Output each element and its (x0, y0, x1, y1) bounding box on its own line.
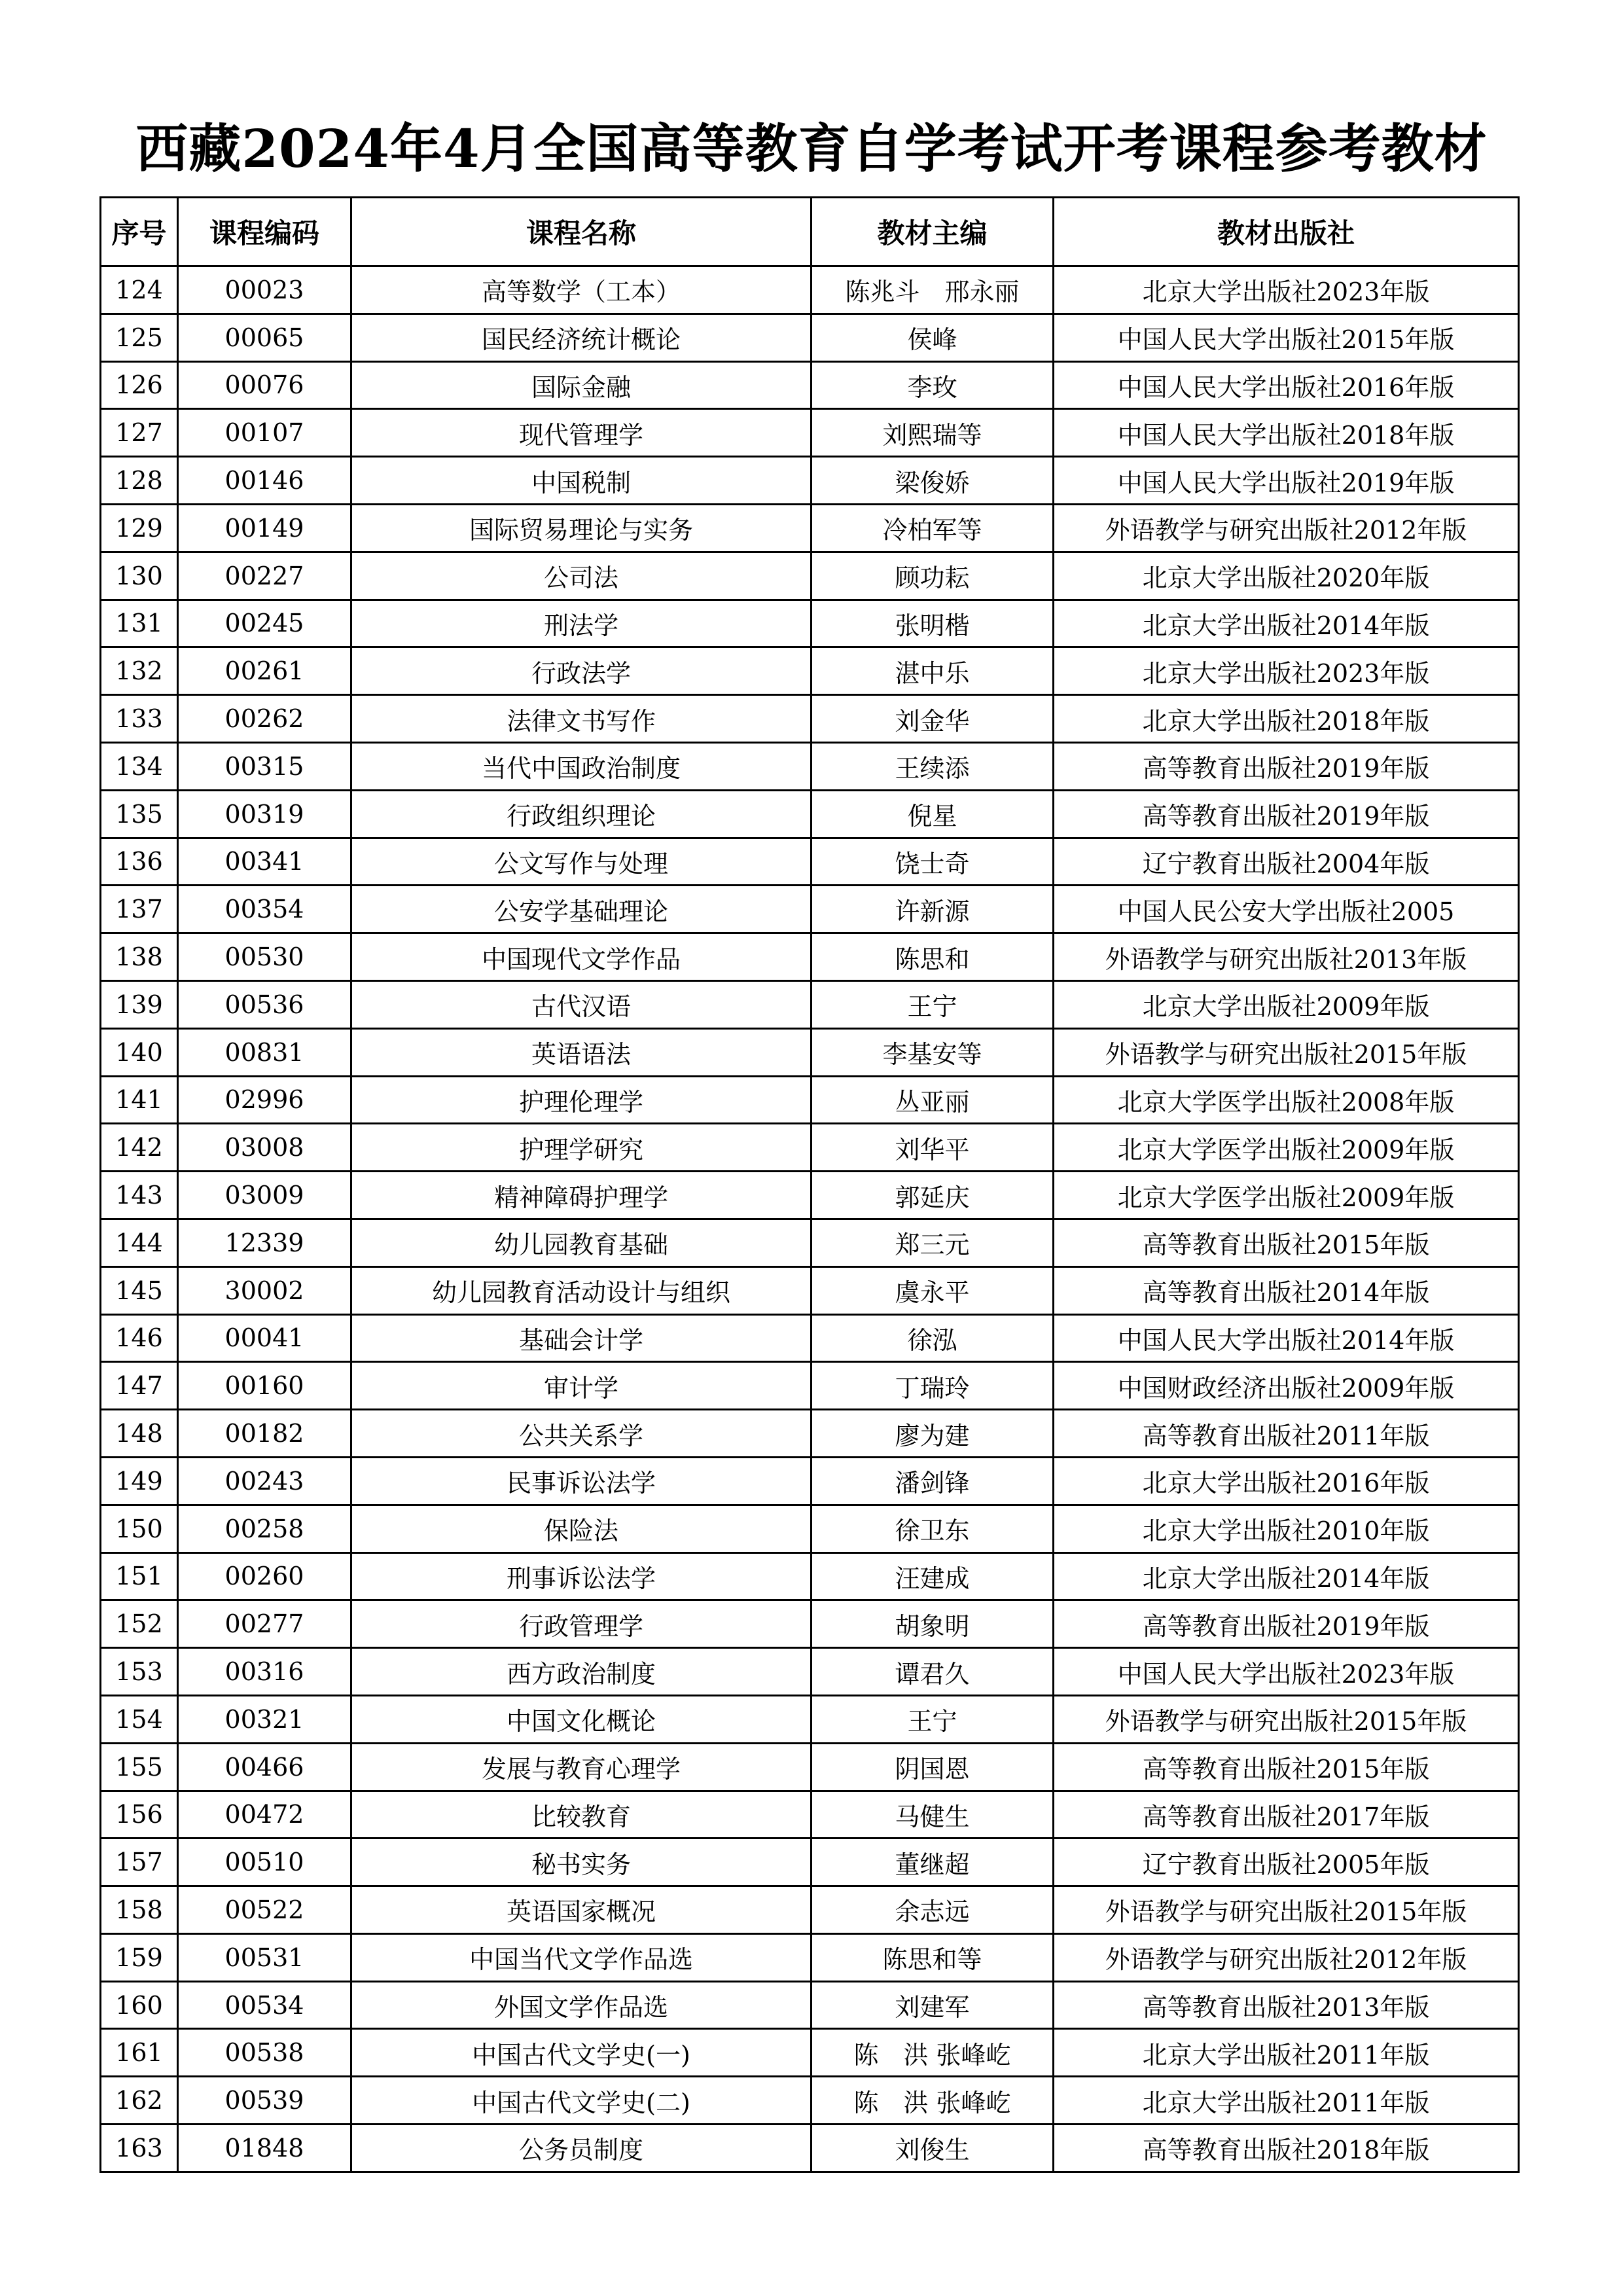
course-name-cell: 当代中国政治制度 (351, 742, 812, 790)
course-name-cell: 古代汉语 (351, 980, 812, 1028)
course-code-cell: 00260 (178, 1552, 351, 1600)
editor-cell: 丁瑞玲 (812, 1362, 1054, 1410)
table-row (101, 457, 1519, 505)
publisher-cell: 北京大学出版社2010年版 (1054, 1505, 1519, 1552)
editor-cell: 丛亚丽 (812, 1076, 1054, 1124)
course-code-cell: 00315 (178, 742, 351, 790)
course-code-cell: 00243 (178, 1457, 351, 1505)
course-code-cell: 00341 (178, 838, 351, 886)
editor-cell: 陈思和等 (812, 1933, 1054, 1981)
course-name-cell: 刑法学 (351, 600, 812, 647)
course-name-cell: 公共关系学 (351, 1410, 812, 1458)
serial-cell: 132 (101, 647, 178, 695)
course-code-cell: 03008 (178, 1124, 351, 1172)
serial-cell: 137 (101, 886, 178, 933)
table-body (101, 266, 1519, 2172)
publisher-cell: 高等教育出版社2014年版 (1054, 1266, 1519, 1314)
serial-cell: 152 (101, 1600, 178, 1648)
serial-cell: 155 (101, 1743, 178, 1791)
course-code-cell: 00354 (178, 886, 351, 933)
publisher-cell: 中国人民公安大学出版社2005 (1054, 886, 1519, 933)
table-row (101, 1457, 1519, 1505)
course-code-cell: 00277 (178, 1600, 351, 1648)
editor-cell: 胡象明 (812, 1600, 1054, 1648)
editor-cell: 刘俊生 (812, 2125, 1054, 2172)
course-name-cell: 发展与教育心理学 (351, 1743, 812, 1791)
serial-cell: 128 (101, 457, 178, 505)
course-code-cell: 00149 (178, 504, 351, 552)
course-name-cell: 公文写作与处理 (351, 838, 812, 886)
serial-cell: 135 (101, 790, 178, 838)
editor-cell: 陈 洪 张峰屹 (812, 2077, 1054, 2125)
course-name-cell: 法律文书写作 (351, 695, 812, 743)
editor-cell: 许新源 (812, 886, 1054, 933)
course-name-cell: 行政法学 (351, 647, 812, 695)
table-row (101, 647, 1519, 695)
table-row (101, 1266, 1519, 1314)
table-row (101, 600, 1519, 647)
course-name-cell: 外国文学作品选 (351, 1981, 812, 2029)
publisher-cell: 高等教育出版社2017年版 (1054, 1791, 1519, 1839)
course-name-cell: 秘书实务 (351, 1839, 812, 1886)
course-name-cell: 刑事诉讼法学 (351, 1552, 812, 1600)
table-row (101, 361, 1519, 409)
course-code-cell: 00245 (178, 600, 351, 647)
course-code-cell: 00146 (178, 457, 351, 505)
editor-cell: 王宁 (812, 980, 1054, 1028)
course-name-cell: 中国文化概论 (351, 1695, 812, 1743)
editor-cell: 倪星 (812, 790, 1054, 838)
course-name-cell: 国际金融 (351, 361, 812, 409)
serial-cell: 129 (101, 504, 178, 552)
publisher-cell: 北京大学出版社2018年版 (1054, 695, 1519, 743)
editor-cell: 董继超 (812, 1839, 1054, 1886)
editor-cell: 刘金华 (812, 695, 1054, 743)
course-name-cell: 公安学基础理论 (351, 886, 812, 933)
editor-cell: 谭君久 (812, 1648, 1054, 1696)
serial-cell: 145 (101, 1266, 178, 1314)
serial-cell: 142 (101, 1124, 178, 1172)
serial-cell: 160 (101, 1981, 178, 2029)
table-row (101, 1695, 1519, 1743)
serial-cell: 141 (101, 1076, 178, 1124)
page-title: 西藏2024年4月全国高等教育自学考试开考课程参考教材 (135, 118, 1488, 179)
course-name-cell: 民事诉讼法学 (351, 1457, 812, 1505)
table-row (101, 1172, 1519, 1219)
serial-cell: 143 (101, 1172, 178, 1219)
publisher-cell: 高等教育出版社2013年版 (1054, 1981, 1519, 2029)
table-row (101, 790, 1519, 838)
table-row (101, 1314, 1519, 1362)
course-name-cell: 高等数学（工本） (351, 266, 812, 314)
serial-cell: 138 (101, 933, 178, 981)
publisher-cell: 中国人民大学出版社2015年版 (1054, 314, 1519, 361)
course-name-cell: 国民经济统计概论 (351, 314, 812, 361)
publisher-cell: 辽宁教育出版社2004年版 (1054, 838, 1519, 886)
table-header-row (101, 198, 1519, 266)
editor-cell: 刘华平 (812, 1124, 1054, 1172)
publisher-cell: 高等教育出版社2018年版 (1054, 2125, 1519, 2172)
table-row (101, 504, 1519, 552)
editor-cell: 张明楷 (812, 600, 1054, 647)
course-name-cell: 英语国家概况 (351, 1886, 812, 1934)
course-code-cell: 00261 (178, 647, 351, 695)
course-code-cell: 00472 (178, 1791, 351, 1839)
course-code-cell: 00531 (178, 1933, 351, 1981)
table-row (101, 1505, 1519, 1552)
serial-cell: 150 (101, 1505, 178, 1552)
editor-cell: 潘剑锋 (812, 1457, 1054, 1505)
course-code-cell: 00262 (178, 695, 351, 743)
editor-cell: 湛中乐 (812, 647, 1054, 695)
course-code-cell: 30002 (178, 1266, 351, 1314)
editor-cell: 饶士奇 (812, 838, 1054, 886)
course-code-cell: 00023 (178, 266, 351, 314)
course-code-cell: 00466 (178, 1743, 351, 1791)
header-publisher: 教材出版社 (1054, 198, 1519, 266)
editor-cell: 徐泓 (812, 1314, 1054, 1362)
serial-cell: 158 (101, 1886, 178, 1934)
publisher-cell: 北京大学出版社2016年版 (1054, 1457, 1519, 1505)
editor-cell: 王宁 (812, 1695, 1054, 1743)
table-row (101, 1886, 1519, 1934)
table-row (101, 1743, 1519, 1791)
table-row (101, 1791, 1519, 1839)
course-code-cell: 00534 (178, 1981, 351, 2029)
course-code-cell: 00316 (178, 1648, 351, 1696)
editor-cell: 廖为建 (812, 1410, 1054, 1458)
editor-cell: 梁俊娇 (812, 457, 1054, 505)
course-code-cell: 00041 (178, 1314, 351, 1362)
course-code-cell: 00319 (178, 790, 351, 838)
serial-cell: 139 (101, 980, 178, 1028)
serial-cell: 157 (101, 1839, 178, 1886)
course-name-cell: 英语语法 (351, 1028, 812, 1076)
table-row (101, 695, 1519, 743)
publisher-cell: 外语教学与研究出版社2012年版 (1054, 1933, 1519, 1981)
course-name-cell: 幼儿园教育基础 (351, 1219, 812, 1266)
serial-cell: 154 (101, 1695, 178, 1743)
serial-cell: 127 (101, 409, 178, 457)
publisher-cell: 高等教育出版社2015年版 (1054, 1743, 1519, 1791)
course-name-cell: 精神障碍护理学 (351, 1172, 812, 1219)
publisher-cell: 中国人民大学出版社2023年版 (1054, 1648, 1519, 1696)
course-name-cell: 幼儿园教育活动设计与组织 (351, 1266, 812, 1314)
serial-cell: 131 (101, 600, 178, 647)
serial-cell: 136 (101, 838, 178, 886)
table-row (101, 886, 1519, 933)
table-row (101, 314, 1519, 361)
editor-cell: 马健生 (812, 1791, 1054, 1839)
publisher-cell: 北京大学出版社2014年版 (1054, 600, 1519, 647)
publisher-cell: 中国财政经济出版社2009年版 (1054, 1362, 1519, 1410)
course-code-cell: 00522 (178, 1886, 351, 1934)
course-name-cell: 公务员制度 (351, 2125, 812, 2172)
publisher-cell: 北京大学出版社2020年版 (1054, 552, 1519, 600)
table-row (101, 933, 1519, 981)
editor-cell: 王续添 (812, 742, 1054, 790)
editor-cell: 陈兆斗 邢永丽 (812, 266, 1054, 314)
course-code-cell: 02996 (178, 1076, 351, 1124)
course-name-cell: 行政组织理论 (351, 790, 812, 838)
course-code-cell: 01848 (178, 2125, 351, 2172)
editor-cell: 顾功耘 (812, 552, 1054, 600)
editor-cell: 李基安等 (812, 1028, 1054, 1076)
editor-cell: 虞永平 (812, 1266, 1054, 1314)
publisher-cell: 高等教育出版社2019年版 (1054, 1600, 1519, 1648)
serial-cell: 153 (101, 1648, 178, 1696)
publisher-cell: 北京大学医学出版社2009年版 (1054, 1124, 1519, 1172)
course-name-cell: 中国当代文学作品选 (351, 1933, 812, 1981)
serial-cell: 146 (101, 1314, 178, 1362)
editor-cell: 陈思和 (812, 933, 1054, 981)
serial-cell: 163 (101, 2125, 178, 2172)
editor-cell: 刘熙瑞等 (812, 409, 1054, 457)
publisher-cell: 北京大学医学出版社2008年版 (1054, 1076, 1519, 1124)
course-name-cell: 公司法 (351, 552, 812, 600)
editor-cell: 郑三元 (812, 1219, 1054, 1266)
course-code-cell: 00065 (178, 314, 351, 361)
course-code-cell: 00539 (178, 2077, 351, 2125)
publisher-cell: 外语教学与研究出版社2015年版 (1054, 1695, 1519, 1743)
editor-cell: 侯峰 (812, 314, 1054, 361)
table-row (101, 2029, 1519, 2077)
publisher-cell: 高等教育出版社2011年版 (1054, 1410, 1519, 1458)
editor-cell: 余志远 (812, 1886, 1054, 1934)
course-code-cell: 00538 (178, 2029, 351, 2077)
course-name-cell: 中国古代文学史(一) (351, 2029, 812, 2077)
course-code-cell: 00160 (178, 1362, 351, 1410)
serial-cell: 134 (101, 742, 178, 790)
serial-cell: 149 (101, 1457, 178, 1505)
course-code-cell: 00530 (178, 933, 351, 981)
textbook-table (99, 196, 1520, 2173)
table-row (101, 2125, 1519, 2172)
course-name-cell: 护理伦理学 (351, 1076, 812, 1124)
publisher-cell: 外语教学与研究出版社2015年版 (1054, 1028, 1519, 1076)
publisher-cell: 外语教学与研究出版社2012年版 (1054, 504, 1519, 552)
course-code-cell: 00076 (178, 361, 351, 409)
serial-cell: 130 (101, 552, 178, 600)
table-row (101, 1219, 1519, 1266)
editor-cell: 陈 洪 张峰屹 (812, 2029, 1054, 2077)
publisher-cell: 中国人民大学出版社2019年版 (1054, 457, 1519, 505)
course-code-cell: 00536 (178, 980, 351, 1028)
publisher-cell: 北京大学出版社2009年版 (1054, 980, 1519, 1028)
course-code-cell: 00831 (178, 1028, 351, 1076)
header-course-name: 课程名称 (351, 198, 812, 266)
editor-cell: 刘建军 (812, 1981, 1054, 2029)
course-code-cell: 12339 (178, 1219, 351, 1266)
table-row (101, 552, 1519, 600)
course-code-cell: 00227 (178, 552, 351, 600)
editor-cell: 李玫 (812, 361, 1054, 409)
course-name-cell: 中国古代文学史(二) (351, 2077, 812, 2125)
table-row (101, 1362, 1519, 1410)
table-row (101, 266, 1519, 314)
course-code-cell: 00510 (178, 1839, 351, 1886)
publisher-cell: 中国人民大学出版社2016年版 (1054, 361, 1519, 409)
publisher-cell: 中国人民大学出版社2018年版 (1054, 409, 1519, 457)
publisher-cell: 北京大学医学出版社2009年版 (1054, 1172, 1519, 1219)
serial-cell: 126 (101, 361, 178, 409)
editor-cell: 冷柏军等 (812, 504, 1054, 552)
serial-cell: 124 (101, 266, 178, 314)
publisher-cell: 北京大学出版社2014年版 (1054, 1552, 1519, 1600)
serial-cell: 148 (101, 1410, 178, 1458)
serial-cell: 162 (101, 2077, 178, 2125)
course-name-cell: 中国现代文学作品 (351, 933, 812, 981)
serial-cell: 151 (101, 1552, 178, 1600)
course-name-cell: 护理学研究 (351, 1124, 812, 1172)
table-row (101, 742, 1519, 790)
course-name-cell: 国际贸易理论与实务 (351, 504, 812, 552)
table-row (101, 1552, 1519, 1600)
serial-cell: 159 (101, 1933, 178, 1981)
publisher-cell: 北京大学出版社2023年版 (1054, 266, 1519, 314)
header-course-code: 课程编码 (178, 198, 351, 266)
course-code-cell: 00258 (178, 1505, 351, 1552)
publisher-cell: 北京大学出版社2011年版 (1054, 2077, 1519, 2125)
publisher-cell: 北京大学出版社2023年版 (1054, 647, 1519, 695)
publisher-cell: 高等教育出版社2015年版 (1054, 1219, 1519, 1266)
course-code-cell: 00182 (178, 1410, 351, 1458)
table-row (101, 1981, 1519, 2029)
course-name-cell: 审计学 (351, 1362, 812, 1410)
table-row (101, 2077, 1519, 2125)
header-editor: 教材主编 (812, 198, 1054, 266)
publisher-cell: 辽宁教育出版社2005年版 (1054, 1839, 1519, 1886)
course-code-cell: 03009 (178, 1172, 351, 1219)
serial-cell: 140 (101, 1028, 178, 1076)
table-row (101, 409, 1519, 457)
editor-cell: 徐卫东 (812, 1505, 1054, 1552)
table-row (101, 1933, 1519, 1981)
serial-cell: 147 (101, 1362, 178, 1410)
serial-cell: 156 (101, 1791, 178, 1839)
header-serial: 序号 (101, 198, 178, 266)
course-name-cell: 比较教育 (351, 1791, 812, 1839)
publisher-cell: 中国人民大学出版社2014年版 (1054, 1314, 1519, 1362)
editor-cell: 阴国恩 (812, 1743, 1054, 1791)
table-row (101, 1028, 1519, 1076)
table-row (101, 1124, 1519, 1172)
table-row (101, 838, 1519, 886)
editor-cell: 郭延庆 (812, 1172, 1054, 1219)
serial-cell: 133 (101, 695, 178, 743)
table-row (101, 980, 1519, 1028)
editor-cell: 汪建成 (812, 1552, 1054, 1600)
course-name-cell: 西方政治制度 (351, 1648, 812, 1696)
table-row (101, 1410, 1519, 1458)
serial-cell: 144 (101, 1219, 178, 1266)
publisher-cell: 外语教学与研究出版社2015年版 (1054, 1886, 1519, 1934)
course-name-cell: 基础会计学 (351, 1314, 812, 1362)
table-row (101, 1648, 1519, 1696)
course-name-cell: 现代管理学 (351, 409, 812, 457)
course-name-cell: 行政管理学 (351, 1600, 812, 1648)
table-row (101, 1076, 1519, 1124)
table-row (101, 1839, 1519, 1886)
table-row (101, 1600, 1519, 1648)
course-name-cell: 保险法 (351, 1505, 812, 1552)
serial-cell: 161 (101, 2029, 178, 2077)
publisher-cell: 高等教育出版社2019年版 (1054, 742, 1519, 790)
publisher-cell: 外语教学与研究出版社2013年版 (1054, 933, 1519, 981)
course-code-cell: 00321 (178, 1695, 351, 1743)
publisher-cell: 北京大学出版社2011年版 (1054, 2029, 1519, 2077)
course-code-cell: 00107 (178, 409, 351, 457)
course-name-cell: 中国税制 (351, 457, 812, 505)
publisher-cell: 高等教育出版社2019年版 (1054, 790, 1519, 838)
serial-cell: 125 (101, 314, 178, 361)
